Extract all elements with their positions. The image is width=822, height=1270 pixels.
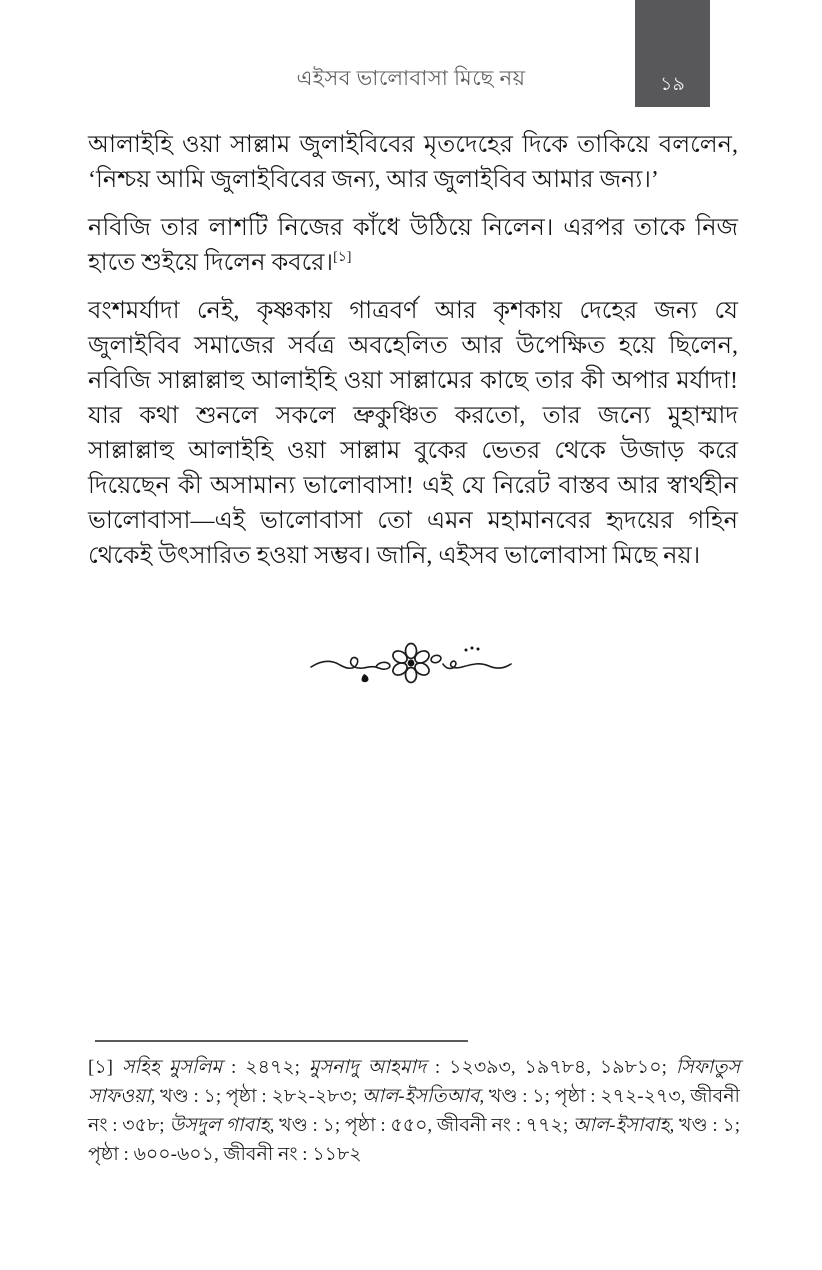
footnote-segment: : ১২৩৯৩, ১৯৭৮৪, ১৯৮১০;: [425, 1057, 676, 1078]
footnote-segment: [১]: [88, 1057, 122, 1078]
footnote-segment: খণ্ড : ১; পৃষ্ঠা : ৬০০-৬০১, জীবনী নং : ১১৮২: [88, 1115, 741, 1165]
paragraph-text: বংশমর্যাদা নেই, কৃষ্ণকায় গাত্রবর্ণ আর কৃশকায় দেহের জন্য যে জুলাইবিব সমাজের সর্বত্র অবহেলিত আর উপেক্ষিত হয়ে ছিলেন, নবিজি সাল্লাল্লাহু আলাইহি ওয়া সাল্লামের কাছে তার কী অপার মর্যাদা! যার কথা শুনলে সকলে ভ্রুকুঞ্চিত করতো, তার জন্যে মুহাম্মাদ সাল্লাল্লাহু আলাইহি ওয়া সাল্লাম বুকের ভেতর থেকে উজাড় করে দিয়েছেন কী অসামান্য ভালোবাসা! এই যে নিরেট বাস্তব আর স্বার্থহীন ভালোবাসা—এই ভালোবাসা তো এমন মহামানবের হৃদয়ের গহিন থেকেই উৎসারিত হওয়া সম্ভব। জানি, এইসব ভালোবাসা মিছে নয়।: [88, 298, 738, 569]
paragraph-text: নবিজি তার লাশটি নিজের কাঁধে উঠিয়ে নিলেন। এরপর তাকে নিজ হাতে শুইয়ে দিলেন কবরে।: [88, 215, 738, 276]
paragraph-text: আলাইহি ওয়া সাল্লাম জুলাইবিবের মৃতদেহের দিকে তাকিয়ে বললেন, ‘নিশ্চয় আমি জুলাইবিবের জন্য, আর জুলাইবিব আমার জন্য।’: [88, 132, 738, 193]
footnote-book-title: মুসনাদু আহমাদ: [308, 1057, 426, 1078]
running-header-title: এইসব ভালোবাসা মিছে নয়: [296, 66, 526, 90]
footnote-segment: খণ্ড : ১; পৃষ্ঠা : ২৭২-২৭৩, জীবনী নং : ৩৫৮;: [88, 1086, 740, 1136]
footnote-book-title: উসদুল গাবাহ,: [169, 1115, 275, 1136]
footnote-book-title: আল-ইসাবাহ,: [572, 1115, 675, 1136]
page-number: ১৯: [660, 74, 685, 95]
paragraph: [88, 128, 738, 198]
footnote-reference: [১]: [333, 250, 352, 265]
paragraph: [88, 294, 738, 574]
paragraph: [88, 211, 738, 281]
body-text: [88, 128, 738, 587]
footnote-divider: [95, 1040, 468, 1042]
footnote-segment: খণ্ড : ১; পৃষ্ঠা : ৫৫০, জীবনী নং : ৭৭২;: [274, 1115, 573, 1136]
footnote-book-title: আল-ইসতিআব,: [361, 1086, 485, 1107]
footnote-segment: : ২৪৭২;: [222, 1057, 309, 1078]
floral-flourish-icon: [308, 636, 514, 686]
footnote-text: [88, 1053, 740, 1169]
footnote-book-title: সিফাতুস সাফওয়া,: [88, 1057, 741, 1107]
footnote-book-title: সহিহ মুসলিম: [121, 1057, 223, 1078]
footnote-segment: খণ্ড : ১; পৃষ্ঠা : ২৮২-২৮৩;: [155, 1086, 362, 1107]
